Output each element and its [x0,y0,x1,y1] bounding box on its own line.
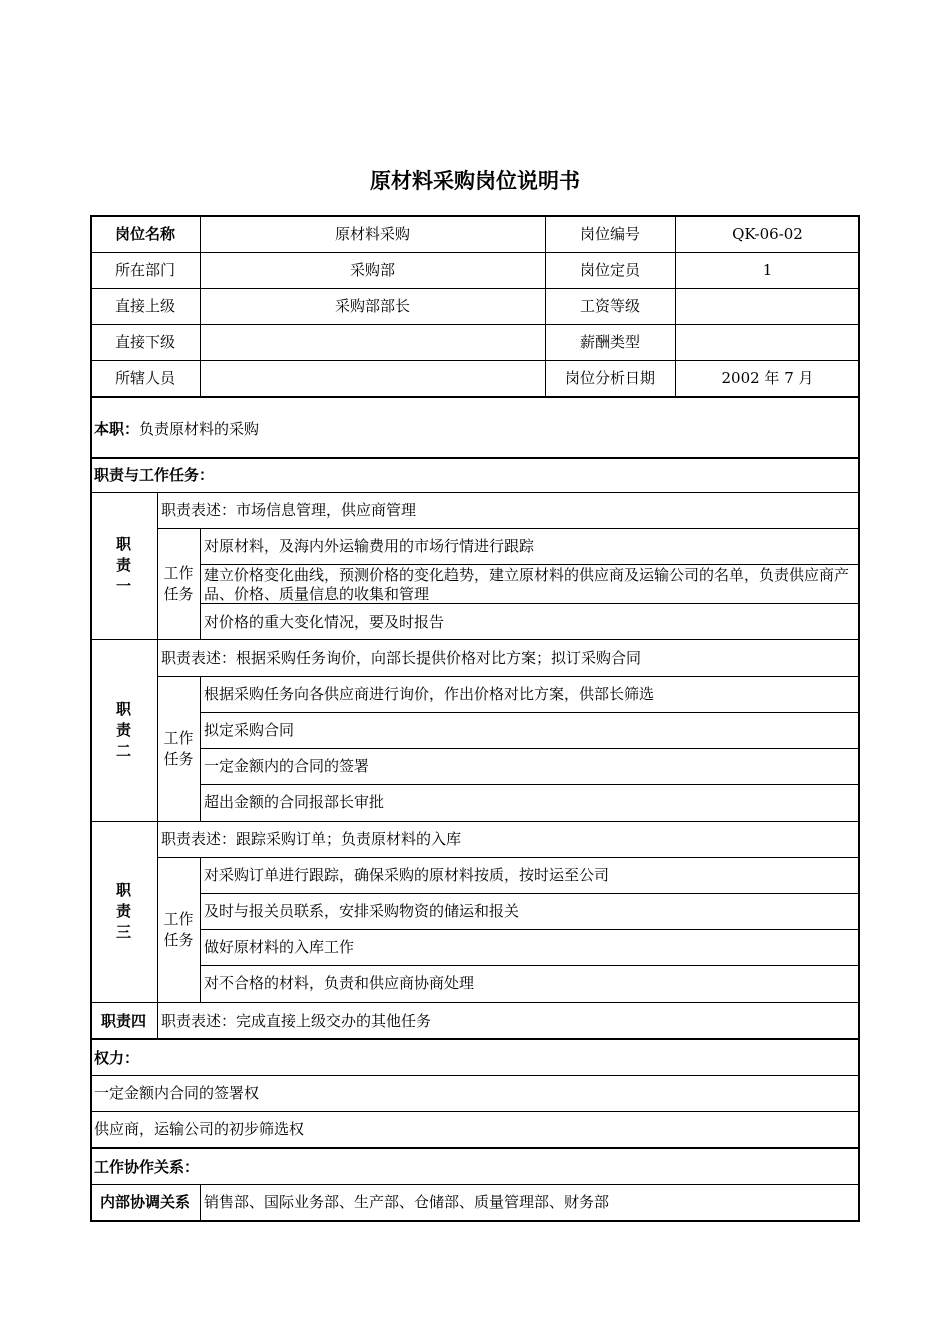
grid-line [157,857,860,858]
authority-header: 权力： [94,1049,140,1067]
duty-3-task-4: 对不合格的材料，负责和供应商协商处理 [204,974,475,992]
direct-superior-value: 采购部部长 [334,297,410,315]
headcount-value: 1 [762,261,773,279]
grid-line [200,893,860,894]
table-border-left [90,215,92,1222]
grid-line [200,528,201,639]
grid-line [157,676,860,677]
duty-1-task-1: 对原材料，及海内外运输费用的市场行情进行跟踪 [204,537,535,555]
position-code-label: 岗位编号 [579,225,640,243]
grid-line [90,324,860,325]
direct-superior-label: 直接上级 [114,297,175,315]
grid-line [200,965,860,966]
duty-2-task-1: 根据采购任务向各供应商进行询价，作出价格对比方案，供部长筛选 [204,685,655,703]
grid-line [545,215,546,397]
duty-3-statement: 职责表述：跟踪采购订单；负责原材料的入库 [161,830,462,848]
grid-line [90,396,860,398]
duty-2-statement: 职责表述：根据采购任务询价，向部长提供价格对比方案；拟订采购合同 [161,649,642,667]
duty-1-task-3: 对价格的重大变化情况，要及时报告 [204,613,445,631]
analysis-date-value: 2002 年 7 月 [721,369,814,387]
grid-line [90,821,860,822]
duty-3-label: 职 责 三 [115,881,131,941]
grid-line [90,1111,860,1112]
grid-line [157,492,158,1039]
main-duty-row [90,411,860,447]
grid-line [200,929,860,930]
grid-line [90,1147,860,1149]
duty-2-label: 职 责 二 [115,699,131,760]
duty-3-task-label: 工作 任务 [163,909,194,949]
table-border-top [90,215,860,217]
grid-line [90,288,860,289]
grid-line [90,1038,860,1040]
position-name-value: 原材料采购 [334,225,410,243]
position-code-value: QK-06-02 [732,225,803,243]
direct-subordinate-label: 直接下级 [114,333,175,351]
grid-line [200,603,860,604]
grid-line [90,1002,860,1003]
staff-under-value [200,360,545,396]
direct-subordinate-value [200,324,545,360]
internal-coordination-value: 销售部、国际业务部、生产部、仓储部、质量管理部、财务部 [204,1193,610,1211]
grid-line [200,215,201,397]
duty-2-task-3: 一定金额内的合同的签署 [204,757,370,775]
salary-grade-label: 工资等级 [579,297,640,315]
duties-header: 职责与工作任务： [94,466,215,484]
duty-2-task-2: 拟定采购合同 [204,721,295,739]
grid-line [90,457,860,459]
grid-line [90,360,860,361]
headcount-label: 岗位定员 [579,261,640,279]
grid-line [90,252,860,253]
grid-line [200,564,860,565]
grid-line [90,1184,860,1185]
duty-1-statement: 职责表述：市场信息管理，供应商管理 [161,501,417,519]
position-name-label: 岗位名称 [114,225,175,243]
duty-4-statement: 职责表述：完成直接上级交办的其他任务 [161,1012,432,1030]
pay-type-value [675,324,860,360]
grid-line [90,492,860,493]
pay-type-label: 薪酬类型 [579,333,640,351]
cooperation-header: 工作协作关系： [94,1158,200,1176]
main-duty-label: 本职： [94,420,140,438]
main-duty-text: 负责原材料的采购 [139,420,260,438]
grid-line [675,215,676,397]
grid-line [90,639,860,640]
authority-item-1: 一定金额内合同的签署权 [94,1084,260,1102]
staff-under-label: 所辖人员 [114,369,175,387]
grid-line [157,528,860,529]
duty-3-task-2: 及时与报关员联系，安排采购物资的储运和报关 [204,902,520,920]
salary-grade-value [675,288,860,324]
internal-coordination-label: 内部协调关系 [99,1193,190,1211]
grid-line [200,712,860,713]
duty-1-task-2: 建立价格变化曲线，预测价格的变化趋势，建立原材料的供应商及运输公司的名单，负责供应商产品、价格、质量信息的收集和管理 [204,566,850,603]
duty-1-task-label: 工作 任务 [163,563,194,603]
grid-line [200,748,860,749]
grid-line [200,1184,201,1221]
document-title: 原材料采购岗位说明书 [370,169,580,193]
duty-2-task-label: 工作 任务 [163,728,194,768]
duty-4-label: 职责四 [100,1012,146,1030]
duty-3-task-3: 做好原材料的入库工作 [204,938,355,956]
duty-3-task-1: 对采购订单进行跟踪，确保采购的原材料按质，按时运至公司 [204,866,610,884]
grid-line [90,1075,860,1076]
duty-2-task-4: 超出金额的合同报部长审批 [204,793,385,811]
table-border-bottom [90,1220,860,1222]
department-label: 所在部门 [114,261,175,279]
duty-1-label: 职 责 一 [115,535,131,595]
authority-item-2: 供应商，运输公司的初步筛选权 [94,1120,305,1138]
grid-line [200,784,860,785]
table-border-right [858,215,860,1222]
department-value: 采购部 [349,261,395,279]
job-description-table [90,215,860,1222]
analysis-date-label: 岗位分析日期 [564,369,655,387]
